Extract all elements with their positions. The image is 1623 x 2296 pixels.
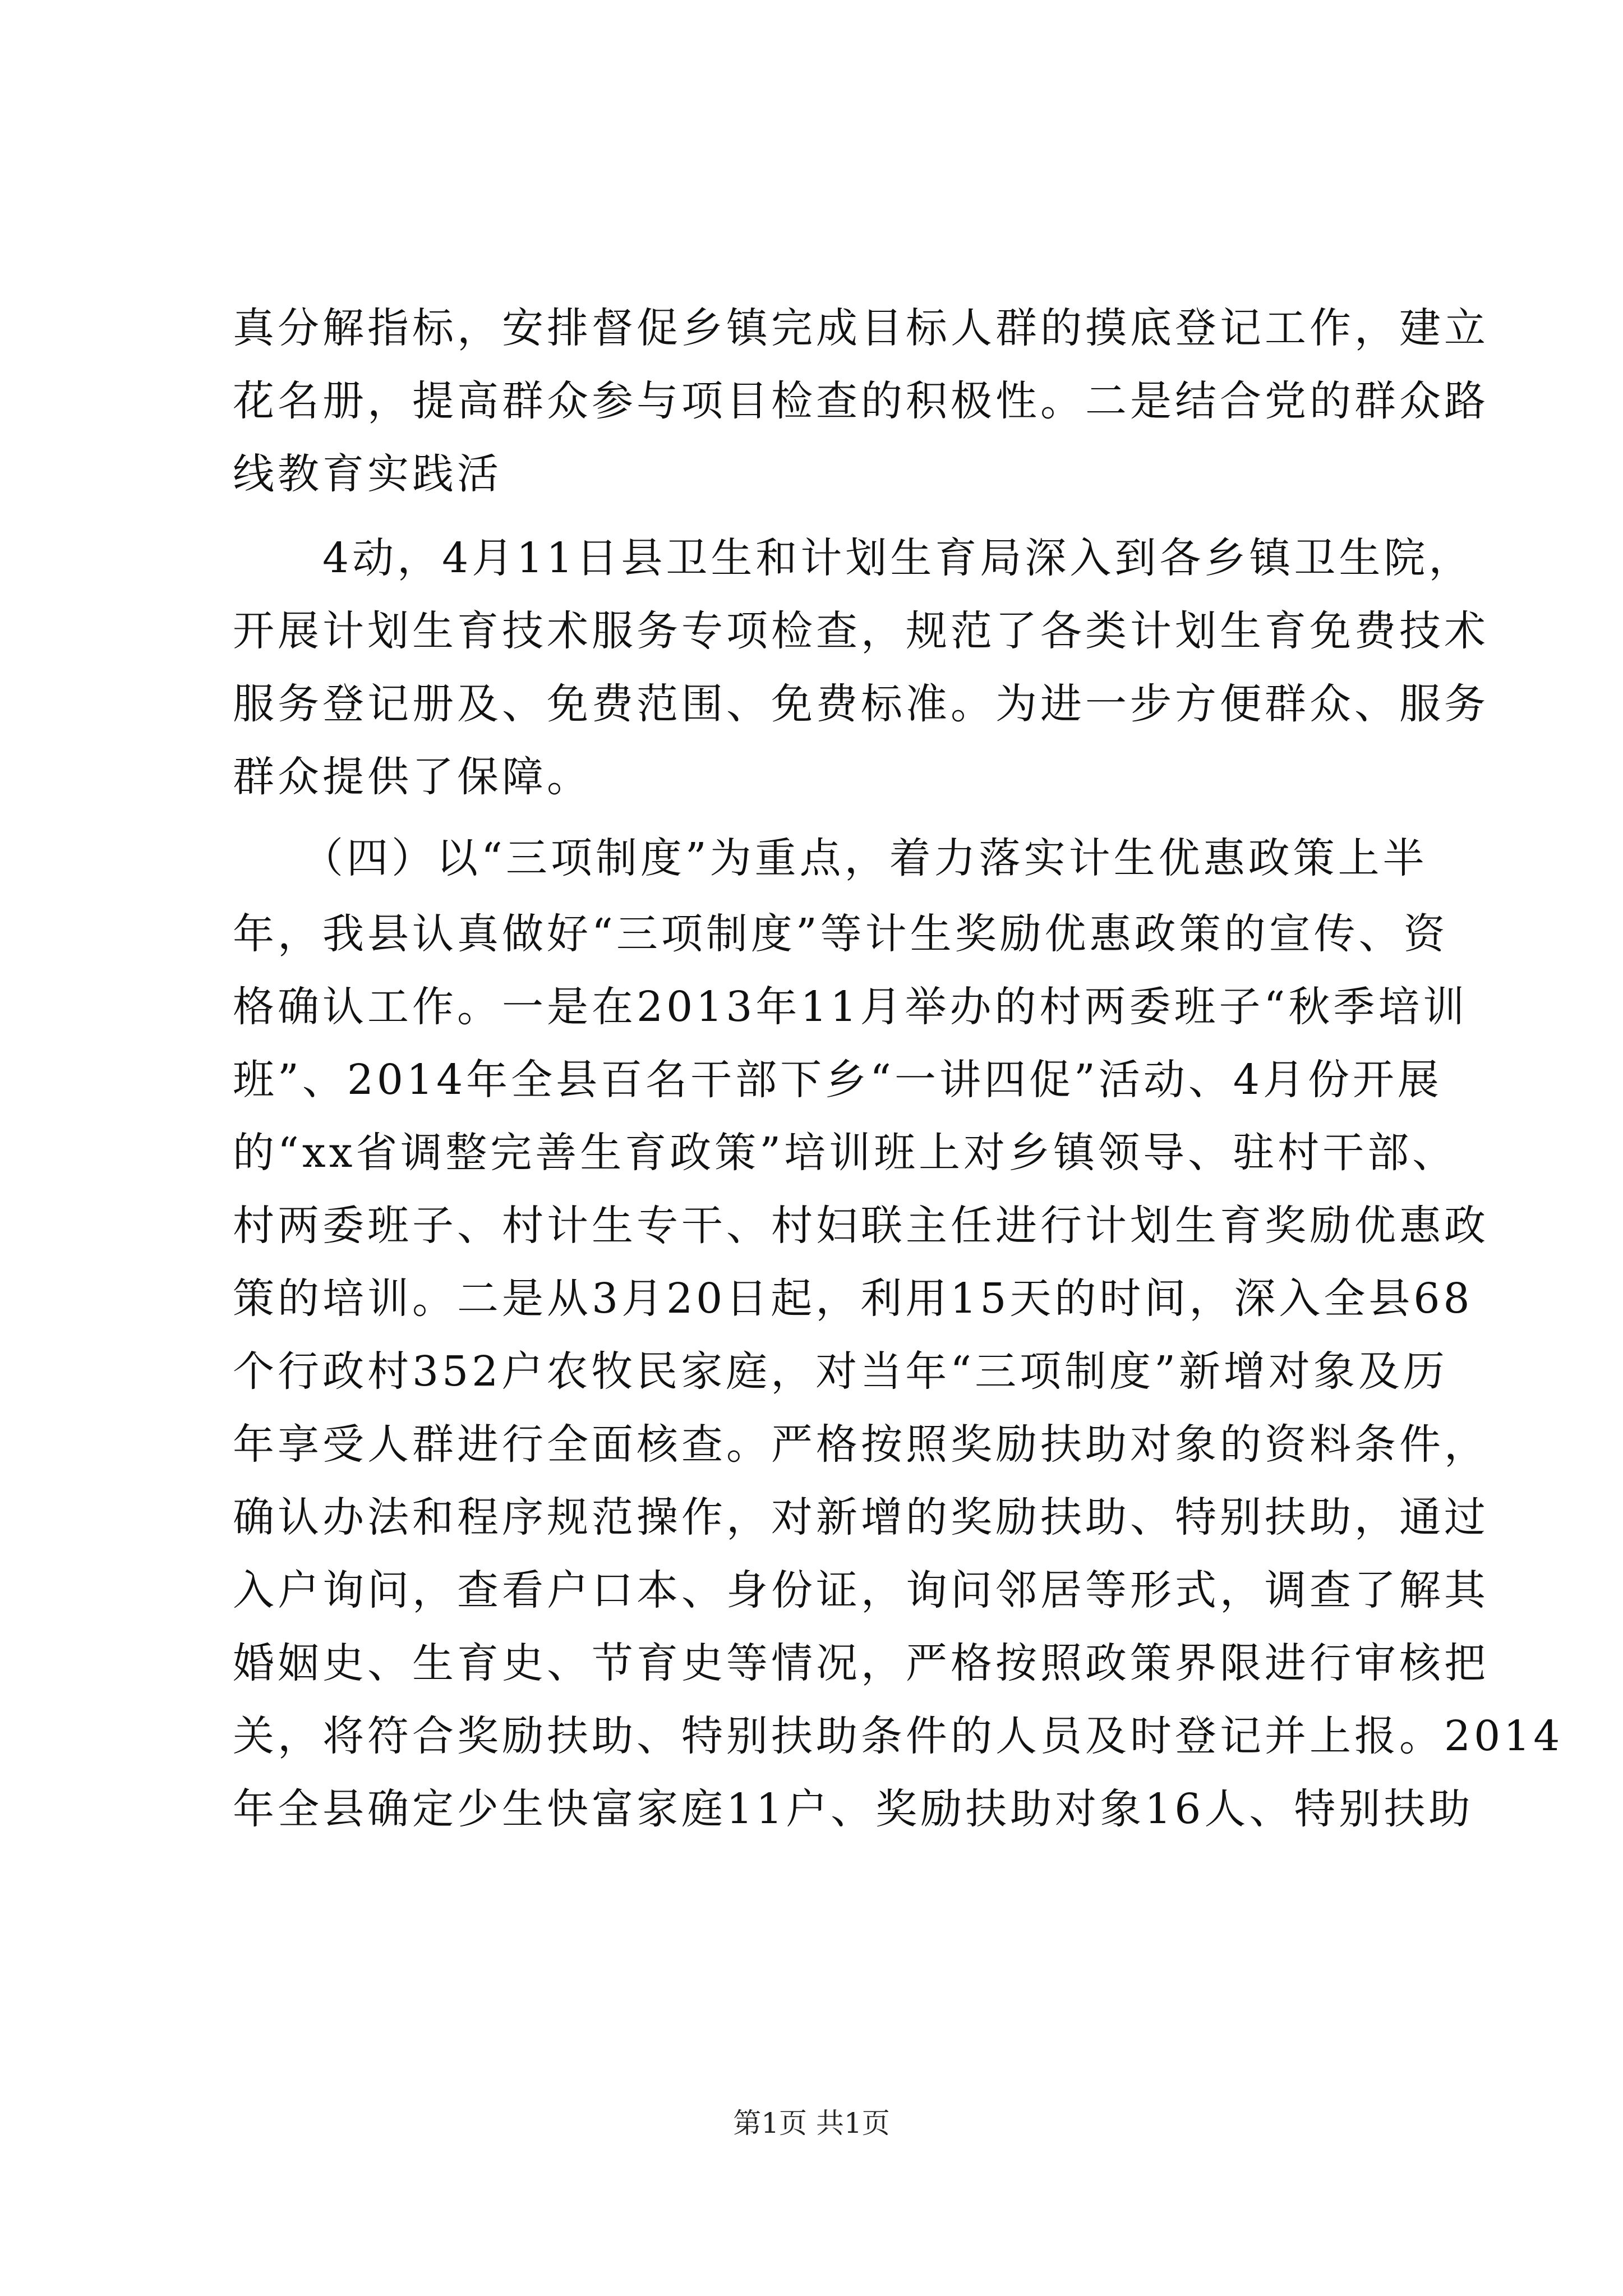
body-text-line: 的“xx省调整完善生育政策”培训班上对乡镇领导、驻村干部、 [233,1129,1458,1177]
body-text-line: 策的培训。二是从3月20日起，利用15天的时间，深入全县68 [233,1274,1473,1323]
body-text-line: 村两委班子、村计生专干、村妇联主任进行计划生育奖励优惠政 [233,1202,1489,1250]
body-text-line: 群众提供了保障。 [233,753,592,801]
body-text-line: 年，我县认真做好“三项制度”等计生奖励优惠政策的宣传、资 [233,910,1449,958]
body-text-line: 格确认工作。一是在2013年11月举办的村两委班子“秋季培训 [233,983,1468,1031]
body-text-line: 确认办法和程序规范操作，对新增的奖励扶助、特别扶助，通过 [233,1493,1489,1542]
body-text-line: 年全县确定少生快富家庭11户、奖励扶助对象16人、特别扶助 [233,1785,1474,1833]
body-text-line: 花名册，提高群众参与项目检查的积极性。二是结合党的群众路 [233,377,1489,425]
body-text-line: 关，将符合奖励扶助、特别扶助条件的人员及时登记并上报。2014 [233,1712,1564,1760]
body-text-line: 班”、2014年全县百名干部下乡“一讲四促”活动、4月份开展 [233,1056,1442,1104]
body-text-line: 线教育实践活 [233,450,502,498]
body-text-line: 服务登记册及、免费范围、免费标准。为进一步方便群众、服务 [233,680,1489,728]
body-text-line: 年享受人群进行全面核查。严格按照奖励扶助对象的资料条件， [233,1420,1489,1469]
body-text-line: 婚姻史、生育史、节育史等情况，严格按照政策界限进行审核把 [233,1639,1489,1687]
body-text-line: 开展计划生育技术服务专项检查，规范了各类计划生育免费技术 [233,607,1489,655]
body-text-line: 真分解指标，安排督促乡镇完成目标人群的摸底登记工作，建立 [233,304,1489,352]
body-text-line: 个行政村352户农牧民家庭，对当年“三项制度”新增对象及历 [233,1347,1448,1396]
body-text-line: （四）以“三项制度”为重点，着力落实计生优惠政策上半 [233,834,1428,882]
body-text-line: 4动，4月11日县卫生和计划生育局深入到各乡镇卫生院， [233,534,1474,582]
page-footer: 第1页 共1页 [733,2107,890,2139]
body-text-line: 入户询问，查看户口本、身份证，询问邻居等形式，调查了解其 [233,1566,1489,1614]
